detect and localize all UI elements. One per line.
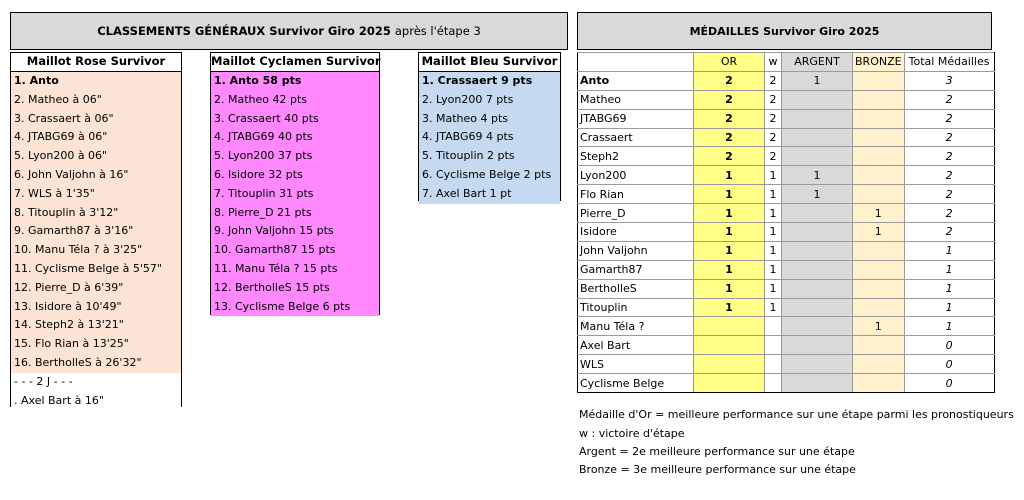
medals-name-cell: Axel Bart (578, 336, 694, 355)
maillot-cyclamen-row: 11. Manu Téla ? 15 pts (214, 261, 338, 275)
medals-name-cell: Matheo (578, 90, 694, 109)
medals-gold-cell: 2 (694, 147, 765, 166)
maillot-rose-row: 12. Pierre_D à 6'39" (14, 280, 124, 294)
medals-total-cell: 1 (904, 260, 994, 279)
maillot-cyclamen-row: 10. Gamarth87 15 pts (214, 243, 336, 257)
medals-row (578, 71, 995, 90)
medals-bronze-cell: 1 (853, 223, 905, 242)
medals-silver-cell (782, 260, 853, 279)
medals-total-cell: 2 (904, 128, 994, 147)
medals-win-cell: 2 (765, 109, 782, 128)
medals-gold-cell: 1 (694, 185, 765, 204)
general-classification-title (10, 12, 568, 50)
medals-gold-cell: 1 (694, 279, 765, 298)
maillot-rose-extra (11, 373, 181, 411)
medals-table (577, 52, 995, 393)
maillot-rose-row: 1. Anto (14, 74, 59, 87)
medals-row (578, 223, 995, 242)
medals-bronze-cell (853, 355, 905, 374)
medals-gold-cell: 2 (694, 109, 765, 128)
title-stage: après l'étape 3 (394, 24, 481, 38)
medals-total-cell: 3 (904, 71, 994, 90)
medals-win-cell (765, 317, 782, 336)
maillot-bleu-row: 1. Crassaert 9 pts (422, 74, 533, 87)
medals-header-or: OR (694, 53, 765, 72)
medals-row (578, 317, 995, 336)
medals-name-cell: BertholleS (578, 279, 694, 298)
medals-row (578, 336, 995, 355)
medals-total-cell: 2 (904, 204, 994, 223)
medals-bronze-cell (853, 147, 905, 166)
maillot-rose-ranking (10, 52, 182, 407)
maillot-rose-row: 4. JTABG69 à 06" (14, 130, 108, 144)
medals-name-cell: JTABG69 (578, 109, 694, 128)
medals-win-cell (765, 355, 782, 374)
medals-silver-cell: 1 (782, 185, 853, 204)
medals-win-cell: 1 (765, 223, 782, 242)
maillot-cyclamen-row: 7. Titouplin 31 pts (214, 186, 314, 200)
medals-row (578, 204, 995, 223)
medals-silver-cell (782, 355, 853, 374)
maillot-cyclamen-row: 2. Matheo 42 pts (214, 92, 308, 106)
maillot-rose-row: 8. Titouplin à 3'12" (14, 205, 119, 219)
maillot-cyclamen-row: 9. John Valjohn 15 pts (214, 224, 334, 238)
medals-name-cell: Steph2 (578, 147, 694, 166)
medals-name-cell: Flo Rian (578, 185, 694, 204)
maillot-rose-row: 7. WLS à 1'35" (14, 186, 95, 200)
medals-silver-cell (782, 336, 853, 355)
medals-bronze-cell (853, 166, 905, 185)
medals-gold-cell: 1 (694, 241, 765, 260)
medals-silver-cell: 1 (782, 166, 853, 185)
medals-win-cell: 1 (765, 279, 782, 298)
medals-row (578, 260, 995, 279)
medals-row (578, 166, 995, 185)
medals-silver-cell (782, 128, 853, 147)
maillot-rose-row: 15. Flo Rian à 13'25" (14, 337, 129, 351)
medals-bronze-cell (853, 128, 905, 147)
medals-gold-cell: 1 (694, 204, 765, 223)
medals-bronze-cell (853, 185, 905, 204)
maillot-rose-extra-row: . Axel Bart à 16" (14, 393, 104, 407)
medals-win-cell: 2 (765, 128, 782, 147)
medals-gold-cell: 2 (694, 71, 765, 90)
maillot-bleu-row: 4. JTABG69 4 pts (422, 130, 514, 144)
maillot-cyclamen-row: 4. JTABG69 40 pts (214, 130, 313, 144)
medals-name-cell: Lyon200 (578, 166, 694, 185)
maillot-cyclamen-row: 5. Lyon200 37 pts (214, 149, 313, 163)
maillot-rose-row: 5. Lyon200 à 06" (14, 149, 108, 163)
maillot-rose-row: 2. Matheo à 06" (14, 92, 102, 106)
medals-header-total: Total Médailles (904, 53, 994, 72)
medals-bronze-cell: 1 (853, 317, 905, 336)
medals-silver-cell (782, 204, 853, 223)
medals-row (578, 279, 995, 298)
maillot-cyclamen-row: 13. Cyclisme Belge 6 pts (214, 299, 351, 313)
medals-win-cell: 2 (765, 71, 782, 90)
medals-total-cell: 2 (904, 185, 994, 204)
medals-row (578, 185, 995, 204)
maillot-bleu-row: 6. Cyclisme Belge 2 pts (422, 167, 552, 181)
medals-header-row (578, 53, 995, 72)
medals-win-cell: 1 (765, 241, 782, 260)
maillot-rose-row: 10. Manu Téla ? à 3'25" (14, 243, 143, 257)
medals-gold-cell (694, 374, 765, 393)
medals-win-cell: 1 (765, 204, 782, 223)
medals-win-cell: 1 (765, 298, 782, 317)
maillot-rose-row: 16. BertholleS à 26'32" (14, 355, 142, 369)
medals-win-cell: 1 (765, 166, 782, 185)
medals-total-cell: 2 (904, 166, 994, 185)
medals-silver-cell (782, 279, 853, 298)
medals-bronze-cell (853, 298, 905, 317)
medals-bronze-cell (853, 90, 905, 109)
medals-total-cell: 1 (904, 279, 994, 298)
medals-win-cell: 1 (765, 260, 782, 279)
medals-silver-cell (782, 90, 853, 109)
maillot-bleu-row: 3. Matheo 4 pts (422, 111, 509, 125)
medals-silver-cell (782, 109, 853, 128)
medals-silver-cell (782, 374, 853, 393)
maillot-cyclamen-row: 1. Anto 58 pts (214, 74, 302, 87)
medals-total-cell: 2 (904, 90, 994, 109)
medals-header-name (578, 53, 694, 72)
maillot-rose-row: 9. Gamarth87 à 3'16" (14, 224, 134, 238)
medals-name-cell: Titouplin (578, 298, 694, 317)
medals-gold-cell (694, 317, 765, 336)
medals-name-cell: Manu Téla ? (578, 317, 694, 336)
maillot-bleu-row: 5. Titouplin 2 pts (422, 149, 515, 163)
medals-total-cell: 0 (904, 355, 994, 374)
medals-row (578, 374, 995, 393)
medals-name-cell: Isidore (578, 223, 694, 242)
maillot-bleu-row: 7. Axel Bart 1 pt (422, 186, 512, 200)
medals-total-cell: 0 (904, 374, 994, 393)
medals-bronze-cell (853, 241, 905, 260)
maillot-rose-list (11, 72, 181, 373)
medals-gold-cell: 2 (694, 128, 765, 147)
medals-bronze-cell (853, 260, 905, 279)
maillot-rose-row: 13. Isidore à 10'49" (14, 299, 122, 313)
medals-win-cell (765, 374, 782, 393)
medals-win-cell: 1 (765, 185, 782, 204)
medals-row (578, 109, 995, 128)
medals-name-cell: WLS (578, 355, 694, 374)
medals-row (578, 298, 995, 317)
title-bold: CLASSEMENTS GÉNÉRAUX Survivor Giro 2025 (97, 24, 391, 38)
maillot-rose-row: 14. Steph2 à 13'21" (14, 318, 124, 332)
medals-bronze-cell (853, 71, 905, 90)
medals-total-cell: 1 (904, 241, 994, 260)
medals-total-cell: 2 (904, 109, 994, 128)
maillot-bleu-header: Maillot Bleu Survivor (419, 53, 560, 72)
medals-total-cell: 2 (904, 147, 994, 166)
maillot-cyclamen-header: Maillot Cyclamen Survivor (211, 53, 379, 72)
maillot-rose-row: 11. Cyclisme Belge à 5'57" (14, 261, 162, 275)
medals-gold-cell: 2 (694, 90, 765, 109)
medals-header-w: w (765, 53, 782, 72)
medals-gold-cell: 1 (694, 166, 765, 185)
medals-gold-cell: 1 (694, 260, 765, 279)
maillot-rose-extra-row: - - - 2 J - - - (14, 374, 73, 388)
legend-silver: Argent = 2e meilleure performance sur une étape (579, 445, 855, 458)
medals-header-bronze: BRONZE (853, 53, 905, 72)
medals-name-cell: Crassaert (578, 128, 694, 147)
legend-gold: Médaille d'Or = meilleure performance sur une étape parmi les pronostiqueurs (579, 408, 1014, 421)
medals-win-cell (765, 336, 782, 355)
medals-bronze-cell (853, 279, 905, 298)
maillot-cyclamen-list (211, 72, 379, 316)
maillot-rose-header: Maillot Rose Survivor (11, 53, 181, 72)
medals-name-cell: Gamarth87 (578, 260, 694, 279)
maillot-rose-row: 6. John Valjohn à 16" (14, 167, 129, 181)
medals-row (578, 241, 995, 260)
medals-total-cell: 1 (904, 317, 994, 336)
maillot-cyclamen-row: 12. BertholleS 15 pts (214, 280, 330, 294)
medals-win-cell: 2 (765, 90, 782, 109)
medals-silver-cell (782, 241, 853, 260)
medals-name-cell: Cyclisme Belge (578, 374, 694, 393)
medals-silver-cell: 1 (782, 71, 853, 90)
medals-total-cell: 1 (904, 298, 994, 317)
medals-gold-cell: 1 (694, 223, 765, 242)
legend-bronze: Bronze = 3e meilleure performance sur une étape (579, 463, 856, 476)
medals-silver-cell (782, 298, 853, 317)
medals-row (578, 147, 995, 166)
maillot-cyclamen-ranking (210, 52, 380, 315)
maillot-cyclamen-row: 3. Crassaert 40 pts (214, 111, 319, 125)
medals-name-cell: Anto (578, 71, 694, 90)
medals-gold-cell (694, 336, 765, 355)
medals-gold-cell: 1 (694, 298, 765, 317)
medals-silver-cell (782, 147, 853, 166)
maillot-bleu-ranking (418, 52, 561, 201)
medals-gold-cell (694, 355, 765, 374)
medals-header-argent: ARGENT (782, 53, 853, 72)
medals-bronze-cell: 1 (853, 204, 905, 223)
medals-total-cell: 0 (904, 336, 994, 355)
maillot-rose-row: 3. Crassaert à 06" (14, 111, 114, 125)
medals-name-cell: John Valjohn (578, 241, 694, 260)
medals-name-cell: Pierre_D (578, 204, 694, 223)
legend-win: w : victoire d'étape (579, 427, 685, 440)
medals-silver-cell (782, 223, 853, 242)
medals-bronze-cell (853, 374, 905, 393)
medals-win-cell: 2 (765, 147, 782, 166)
medals-row (578, 90, 995, 109)
medals-row (578, 128, 995, 147)
medals-silver-cell (782, 317, 853, 336)
maillot-cyclamen-row: 8. Pierre_D 21 pts (214, 205, 312, 219)
maillot-bleu-list (419, 72, 560, 204)
maillot-bleu-row: 2. Lyon200 7 pts (422, 92, 514, 106)
medals-title: MÉDAILLES Survivor Giro 2025 (577, 12, 992, 50)
medals-row (578, 355, 995, 374)
medals-total-cell: 2 (904, 223, 994, 242)
maillot-cyclamen-row: 6. Isidore 32 pts (214, 167, 303, 181)
medals-bronze-cell (853, 109, 905, 128)
medals-bronze-cell (853, 336, 905, 355)
